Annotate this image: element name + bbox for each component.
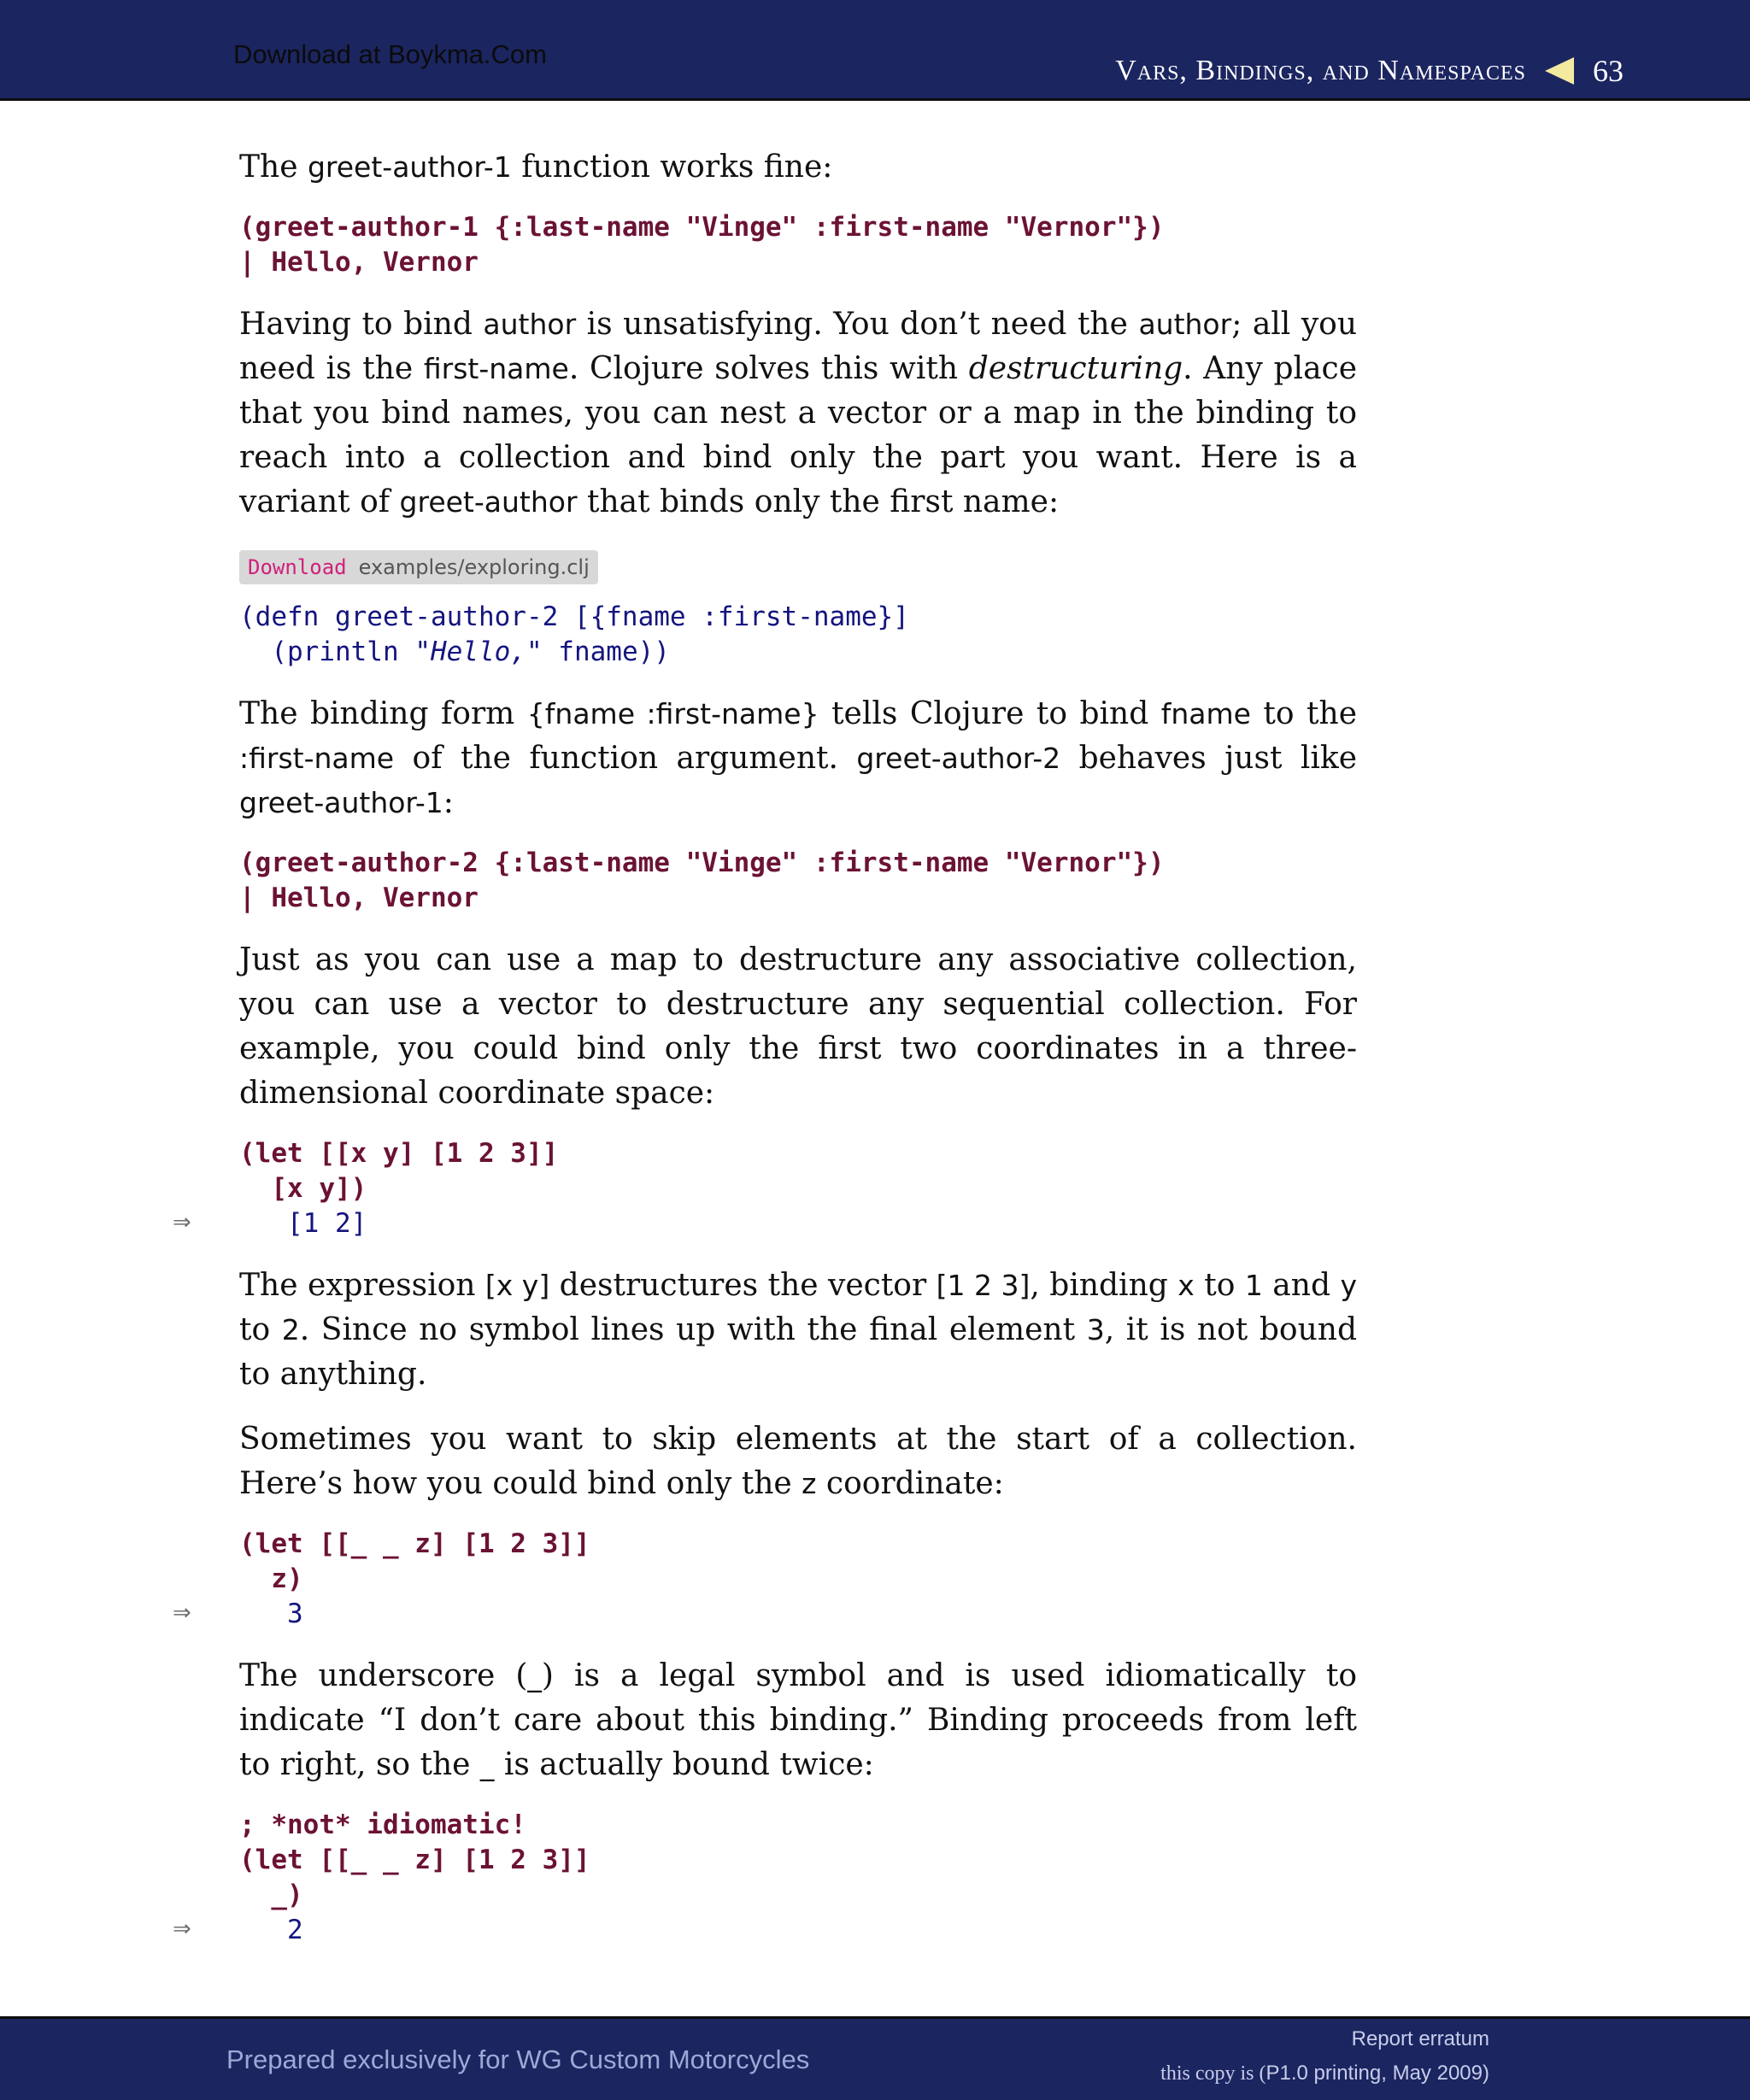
code-line: z) bbox=[239, 1563, 303, 1594]
result-arrow-icon: ⇒ bbox=[173, 1600, 191, 1626]
result-arrow-icon: ⇒ bbox=[173, 1210, 191, 1235]
code-block-2 bbox=[239, 600, 1357, 670]
paragraph-6: Sometimes you want to skip elements at the start of a collection. Here’s how you could bind only the z coordinate: bbox=[239, 1422, 1357, 1501]
page-body bbox=[173, 145, 1358, 1970]
triangle-left-icon bbox=[1545, 57, 1574, 85]
paragraph-5: The expression [x y] destructures the vector [1 2 3], binding x to 1 and y to 2. Since no symbol lines up with the final element 3, it is not bound to anything. bbox=[239, 1268, 1357, 1392]
download-source-link[interactable] bbox=[239, 550, 598, 584]
code-line: (let [[_ _ z] [1 2 3]] bbox=[239, 1528, 590, 1559]
code-result-line: 2 bbox=[239, 1915, 303, 1945]
code-block-6 bbox=[173, 1808, 1357, 1948]
prepared-for-text: Prepared exclusively for WG Custom Motorcycles bbox=[226, 2044, 810, 2074]
page-footer bbox=[0, 2016, 1750, 2100]
code-line: _) bbox=[239, 1880, 303, 1910]
report-erratum-link[interactable]: Report erratum bbox=[1351, 2027, 1489, 2050]
code-block-5 bbox=[173, 1527, 1357, 1632]
code-line: (defn greet-author-2 [{fname :first-name}] bbox=[239, 601, 909, 632]
download-watermark-link[interactable]: Download at Boykma.Com bbox=[233, 39, 547, 69]
code-result-line: 3 bbox=[239, 1598, 303, 1629]
code-result-line: [1 2] bbox=[239, 1208, 367, 1239]
paragraph-2: Having to bind author is unsatisfying. You don’t need the author; all you need is the first-name. Clojure solves this with destructuring. Any place that you bind names, you can nest a vector or a map in the binding to reach into a collection and bind only the part you want. Here is a variant of greet-author that binds only the first name: bbox=[239, 307, 1358, 519]
result-arrow-icon: ⇒ bbox=[173, 1916, 191, 1942]
page-number: 63 bbox=[1593, 54, 1624, 88]
code-line: [x y]) bbox=[239, 1173, 367, 1204]
paragraph-3: The binding form {fname :first-name} tells Clojure to bind fname to the :first-name of the function argument. greet-author-2 behaves just like greet-author-1: bbox=[239, 696, 1358, 820]
chapter-title: Vars, Bindings, and Namespaces bbox=[1115, 55, 1526, 86]
code-block-3 bbox=[239, 846, 1357, 916]
code-line: | Hello, Vernor bbox=[239, 883, 479, 913]
code-line: (let [[x y] [1 2 3]] bbox=[239, 1138, 559, 1169]
printing-info: this copy is (P1.0 printing, May 2009) bbox=[1160, 2062, 1489, 2085]
paragraph-4: Just as you can use a map to destructure any associative collection, you can use a vector to destructure any sequential collection. For example, you could bind only the first two coordinates in a three-dimensional coordinate space: bbox=[239, 942, 1357, 1111]
paragraph-7: The underscore (_) is a legal symbol and is used idiomatically to indicate “I don’t care about this binding.” Binding proceeds from left to right, so the _ is actually bound twice: bbox=[239, 1658, 1358, 1782]
source-file-path: examples/exploring.clj bbox=[358, 555, 590, 579]
code-line: ; *not* idiomatic! bbox=[239, 1810, 526, 1840]
code-block-1 bbox=[239, 210, 1357, 280]
code-block-4 bbox=[173, 1136, 1357, 1241]
code-line: | Hello, Vernor bbox=[239, 247, 479, 278]
paragraph-1: The greet-author-1 function works fine: bbox=[239, 150, 833, 185]
page-header bbox=[0, 0, 1750, 101]
code-line: (greet-author-1 {:last-name "Vinge" :first-name "Vernor"}) bbox=[239, 212, 1165, 243]
running-head bbox=[1115, 53, 1624, 89]
download-label: Download bbox=[248, 555, 347, 579]
code-line: (println "Hello," fname)) bbox=[239, 636, 670, 667]
code-line: (let [[_ _ z] [1 2 3]] bbox=[239, 1845, 590, 1875]
code-line: (greet-author-2 {:last-name "Vinge" :first-name "Vernor"}) bbox=[239, 848, 1165, 878]
